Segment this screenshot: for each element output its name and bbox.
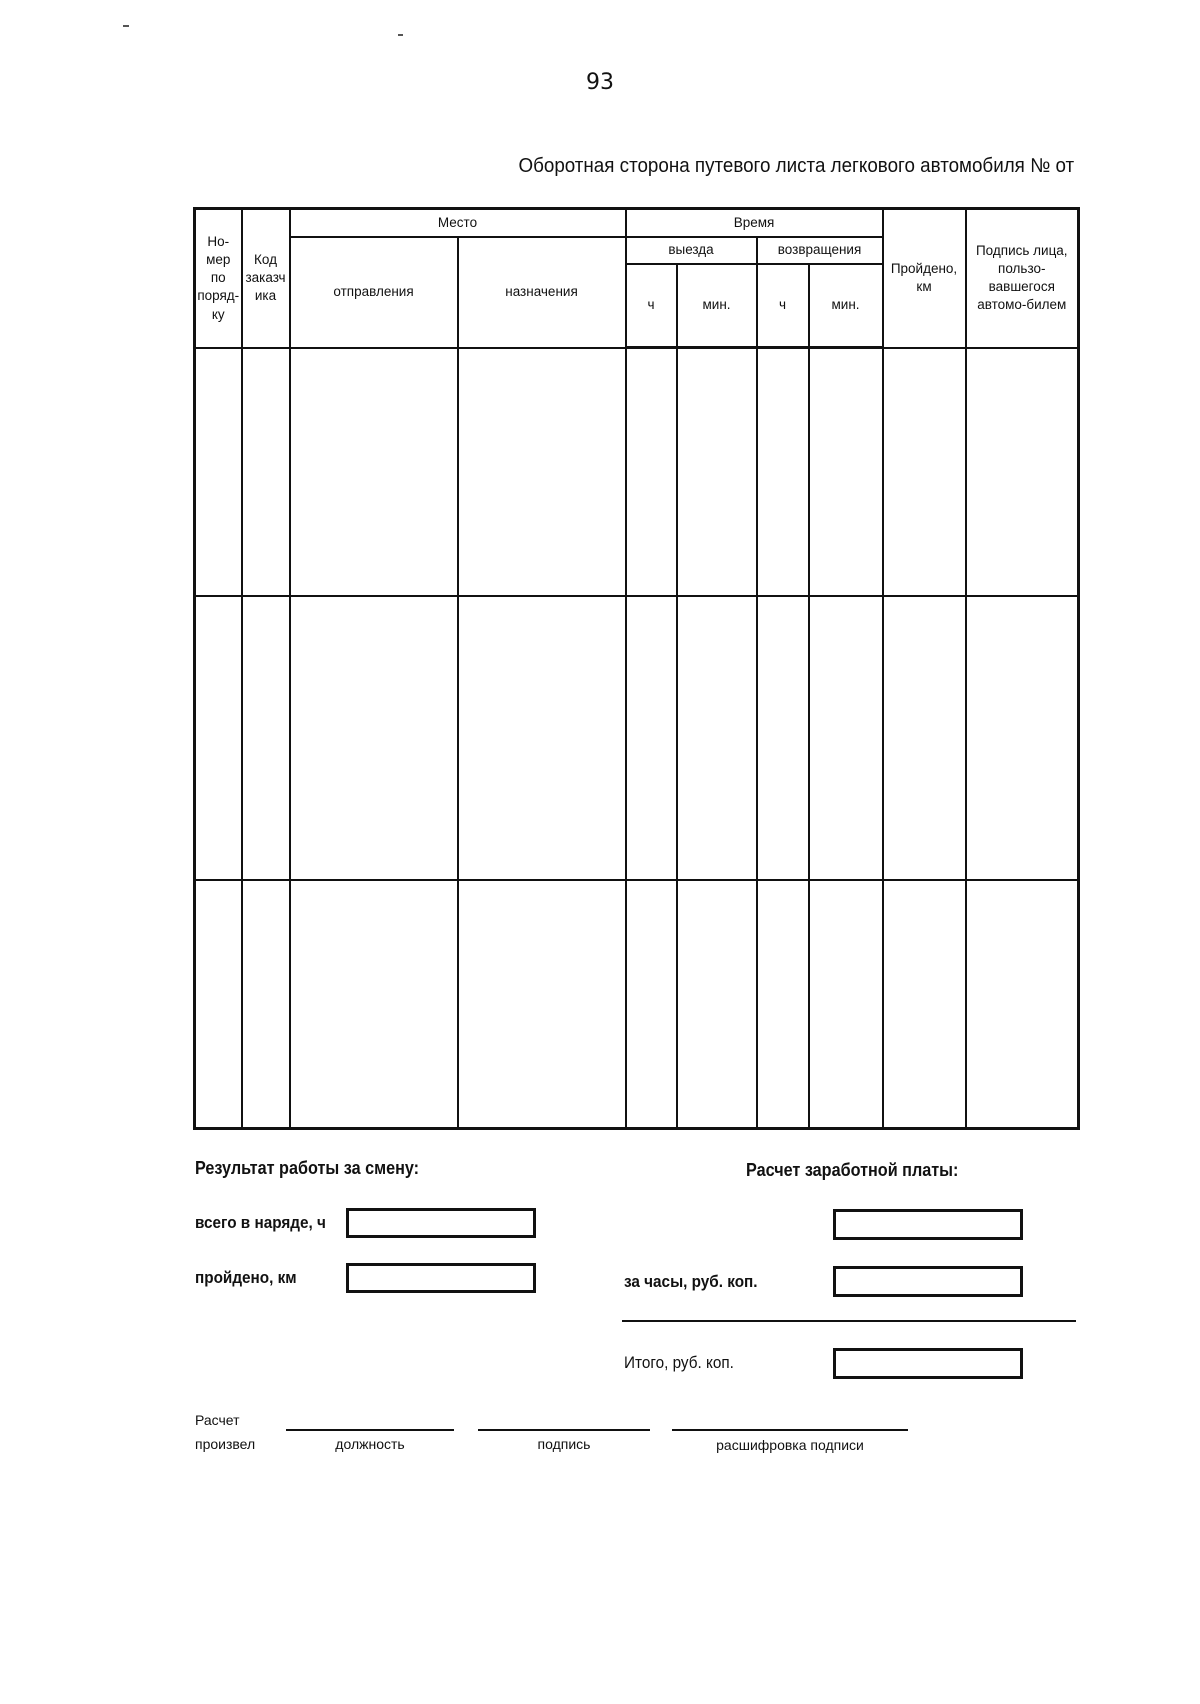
cell[interactable] xyxy=(966,348,1079,597)
header-customer-code: Код заказч ика xyxy=(242,209,290,348)
header-leave-hours: ч xyxy=(626,264,677,348)
cell[interactable] xyxy=(809,880,883,1129)
total-pay-field[interactable] xyxy=(833,1348,1023,1379)
cell[interactable] xyxy=(458,596,626,880)
salary-divider xyxy=(622,1320,1076,1322)
cell[interactable] xyxy=(195,880,242,1129)
header-leave-minutes: мин. xyxy=(677,264,757,348)
header-leave: выезда xyxy=(626,237,757,264)
cell[interactable] xyxy=(883,348,966,597)
header-destination: назначения xyxy=(458,237,626,348)
hours-pay-field[interactable] xyxy=(833,1266,1023,1297)
position-line xyxy=(286,1429,454,1431)
header-signature: Подпись лица, пользо- вавшегося автомо-билем xyxy=(966,209,1079,348)
header-number: Но- мер по поряд- ку xyxy=(195,209,242,348)
position-caption: должность xyxy=(335,1436,405,1452)
calculated-by-label: Расчет произвел xyxy=(195,1412,256,1452)
page-number: 93 xyxy=(586,70,614,95)
cell[interactable] xyxy=(290,880,458,1129)
cell[interactable] xyxy=(290,596,458,880)
cell[interactable] xyxy=(809,348,883,597)
cell[interactable] xyxy=(966,596,1079,880)
cell[interactable] xyxy=(883,880,966,1129)
hours-pay-label: за часы, руб. коп. xyxy=(624,1272,758,1291)
signature-line xyxy=(478,1429,650,1431)
cell[interactable] xyxy=(883,596,966,880)
header-departure: отправления xyxy=(290,237,458,348)
total-pay-label: Итого, руб. коп. xyxy=(624,1353,734,1372)
cell[interactable] xyxy=(195,348,242,597)
trip-log-table xyxy=(193,207,1080,1130)
cell[interactable] xyxy=(626,880,677,1129)
cell[interactable] xyxy=(242,596,290,880)
cell[interactable] xyxy=(290,348,458,597)
cell[interactable] xyxy=(195,596,242,880)
distance-field[interactable] xyxy=(346,1263,536,1293)
cell[interactable] xyxy=(757,348,809,597)
total-hours-field[interactable] xyxy=(346,1208,536,1238)
signature-decoding-line xyxy=(672,1429,908,1431)
scan-speck xyxy=(398,34,403,36)
cell[interactable] xyxy=(757,596,809,880)
salary-field[interactable] xyxy=(833,1209,1023,1240)
cell[interactable] xyxy=(757,880,809,1129)
signature-decoding-caption: расшифровка подписи xyxy=(716,1437,864,1453)
salary-heading: Расчет заработной платы: xyxy=(746,1160,959,1180)
cell[interactable] xyxy=(677,880,757,1129)
header-return: возвращения xyxy=(757,237,883,264)
distance-label: пройдено, км xyxy=(195,1268,297,1287)
header-place: Место xyxy=(290,209,626,237)
header-time: Время xyxy=(626,209,883,237)
cell[interactable] xyxy=(458,348,626,597)
cell[interactable] xyxy=(458,880,626,1129)
header-return-hours: ч xyxy=(757,264,809,348)
cell[interactable] xyxy=(242,880,290,1129)
cell[interactable] xyxy=(677,348,757,597)
signature-caption: подпись xyxy=(537,1436,591,1452)
cell[interactable] xyxy=(677,596,757,880)
table-row xyxy=(195,348,1079,597)
cell[interactable] xyxy=(966,880,1079,1129)
scan-speck xyxy=(123,25,129,27)
cell[interactable] xyxy=(242,348,290,597)
work-result-heading: Результат работы за смену: xyxy=(195,1158,420,1178)
header-return-minutes: мин. xyxy=(809,264,883,348)
form-title: Оборотная сторона путевого листа легкового автомобиля № от xyxy=(518,155,1074,177)
cell[interactable] xyxy=(626,348,677,597)
header-distance: Пройдено, км xyxy=(883,209,966,348)
table-row xyxy=(195,880,1079,1129)
cell[interactable] xyxy=(809,596,883,880)
table-row xyxy=(195,596,1079,880)
total-hours-label: всего в наряде, ч xyxy=(195,1213,326,1232)
cell[interactable] xyxy=(626,596,677,880)
